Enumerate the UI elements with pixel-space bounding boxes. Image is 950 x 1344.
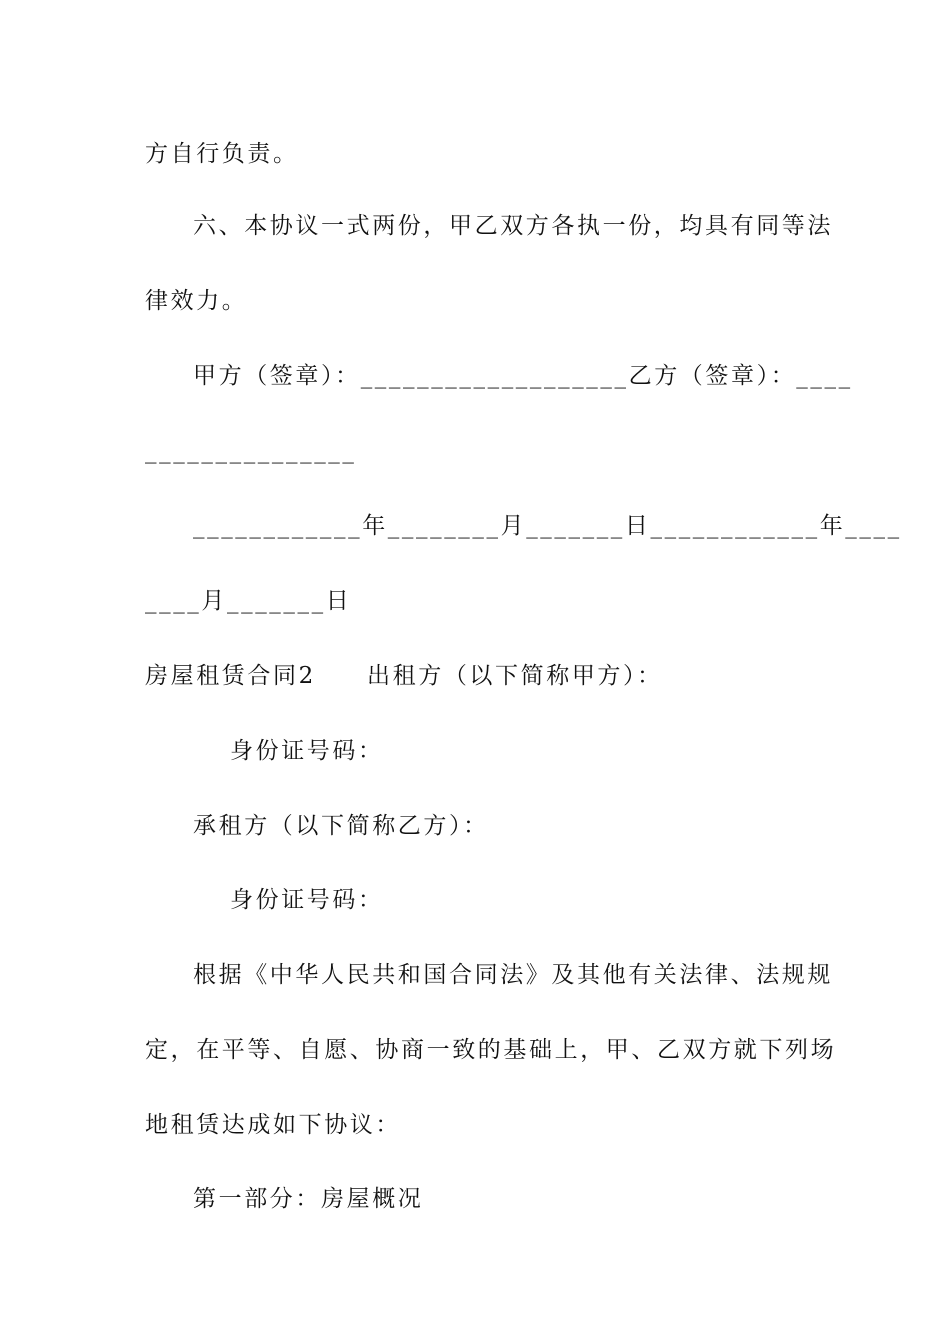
text-line-responsibility: 方自行负责。 [145,141,299,167]
lessee-id-line: 身份证号码： [230,887,384,913]
preamble-line-1: 根据《中华人民共和国合同法》及其他有关法律、法规规 [193,962,833,988]
signature-line: 甲方（签章）：___________________乙方（签章）：____ [193,363,853,389]
preamble-line-3: 地租赁达成如下协议： [145,1112,401,1138]
section-heading-part-one: 第一部分：房屋概况 [193,1186,424,1212]
preamble-line-2: 定，在平等、自愿、协商一致的基础上，甲、乙双方就下列场 [145,1037,837,1063]
lessee-line: 承租方（以下简称乙方）： [193,813,489,839]
clause-six-line-2: 律效力。 [145,288,248,314]
signature-line-continued: _______________ [145,438,357,464]
clause-six-line-1: 六、本协议一式两份，甲乙双方各执一份，均具有同等法 [193,213,833,239]
date-line-continued: ____月_______日 [145,588,352,614]
date-line: ____________年________月_______日____________年____ [193,513,902,539]
contract-title-line: 房屋租赁合同2 出租方（以下简称甲方）： [145,663,663,689]
lessor-id-line: 身份证号码： [230,738,384,764]
